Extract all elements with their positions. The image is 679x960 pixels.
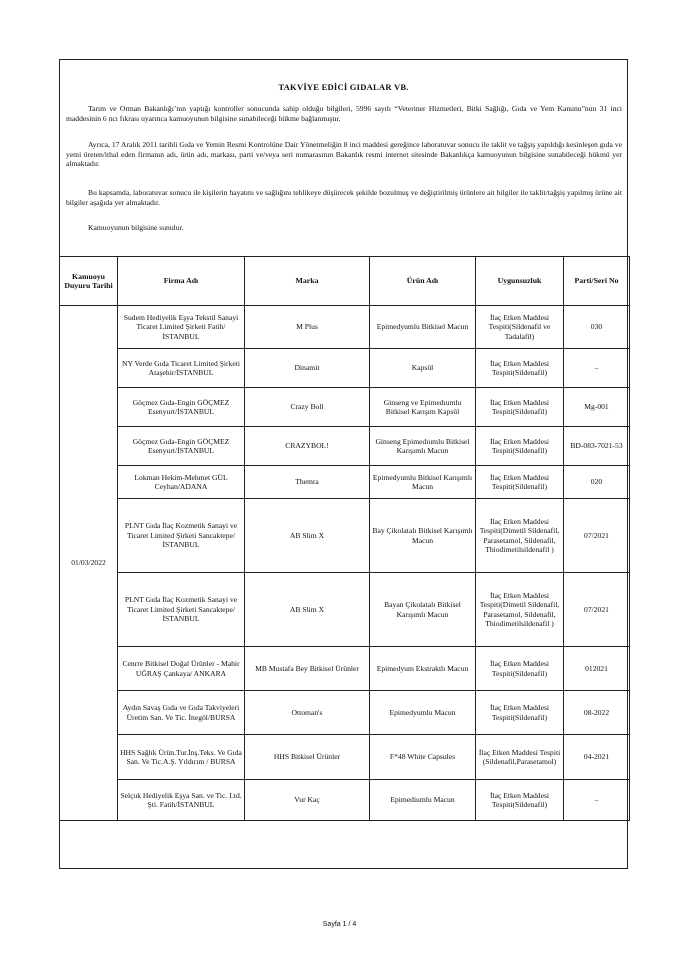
cell-company: Lokman Hekim-Mehmet GÜL Ceyhan/ADANA: [118, 466, 245, 499]
cell-lot: Mg-001: [564, 388, 630, 427]
table-row: [60, 691, 630, 735]
cell-lot: –: [564, 780, 630, 821]
cell-lot: 07/2021: [564, 573, 630, 647]
table-row: [60, 573, 630, 647]
cell-brand: HHS Bitkisel Ürünler: [245, 735, 370, 780]
table-row: [60, 735, 630, 780]
cell-product: Ginseng Epimedıumlu Bitkisel Karışımlı Macun: [370, 427, 476, 466]
intro-section: [60, 60, 627, 257]
cell-brand: CRAZYBOL!: [245, 427, 370, 466]
cell-lot: 07/2021: [564, 499, 630, 573]
cell-lot: –: [564, 349, 630, 388]
cell-brand: M Plus: [245, 306, 370, 349]
cell-nonconformity: İlaç Etken Maddesi Tespiti(Sildenafil): [476, 647, 564, 691]
cell-nonconformity: İlaç Etken Maddesi Tespiti(Sildenafil): [476, 466, 564, 499]
cell-lot: 020: [564, 466, 630, 499]
cell-product: Epimedyumlu Bitkisel Karışımlı Macun: [370, 466, 476, 499]
table-row: [60, 306, 630, 349]
table-row: [60, 780, 630, 821]
cell-brand: Crazy Boll: [245, 388, 370, 427]
cell-brand: Themra: [245, 466, 370, 499]
cell-nonconformity: İlaç Etken Maddesi Tespiti(Dimetil Sildenafil, Parasetamol, Sildenafil, Thiodimetilsildenafil ): [476, 499, 564, 573]
header-lot: Parti/Seri No: [564, 257, 630, 306]
cell-product: Kapsül: [370, 349, 476, 388]
cell-company: Göçmez Gıda-Engin GÖÇMEZ Esenyurt/İSTANBUL: [118, 427, 245, 466]
cell-company: Sudem Hediyelik Eşya Tekstil Sanayi Ticaret Limited Şirketi Fatih/İSTANBUL: [118, 306, 245, 349]
cell-product: F*48 White Capsules: [370, 735, 476, 780]
cell-nonconformity: İlaç Etken Maddesi Tespiti(Sildenafil): [476, 427, 564, 466]
cell-product: Epimedyumlu Macun: [370, 691, 476, 735]
header-brand: Marka: [245, 257, 370, 306]
cell-lot: 08-2022: [564, 691, 630, 735]
cell-nonconformity: İlaç Etken Maddesi Tespiti(Sildenafil): [476, 349, 564, 388]
table-row: [60, 388, 630, 427]
header-company: Firma Adı: [118, 257, 245, 306]
cell-product: Bayan Çikolatalı Bitkisel Karışımlı Macun: [370, 573, 476, 647]
cell-announcement-date: 01/03/2022: [60, 306, 118, 821]
cell-lot: BD-083-7021-53: [564, 427, 630, 466]
cell-company: PLNT Gıda İlaç Kozmetik Sanayi ve Ticaret Limited Şirketi Sancaktepe/İSTANBUL: [118, 573, 245, 647]
cell-product: Epimediumlu Macun: [370, 780, 476, 821]
cell-brand: AB Slim X: [245, 573, 370, 647]
cell-brand: Dinamit: [245, 349, 370, 388]
cell-product: Bay Çikolatalı Bitkisel Karışımlı Macun: [370, 499, 476, 573]
cell-nonconformity: İlaç Etken Maddesi Tespiti (Sildenafil,Parasetamol): [476, 735, 564, 780]
cell-nonconformity: İlaç Etken Maddesi Tespiti(Sildenafil): [476, 388, 564, 427]
cell-nonconformity: İlaç Etken Maddesi Tespiti(Sildenafil): [476, 691, 564, 735]
cell-product: Ginseng ve Epimedıumlu Bitkisel Karışım Kapsül: [370, 388, 476, 427]
cell-brand: Vur Kaç: [245, 780, 370, 821]
paragraph-regulation: Ayrıca, 17 Aralık 2011 tarihli Gıda ve Yemin Resmi Kontrolüne Dair Yönetmeliğin 8 inci maddesi gereğince laboratuvar sonucu ile taklit ve tağşiş yapıldığı kesinleşen gıda ve yemi üreten/ithal eden firmanın adı, ürün adı, markası, parti ve/veya seri numarasının Bakanlık resmi internet sitesinde Bakanlıkça kamuoyunun bilgisine sunabileceği hükmü yer almaktadır.: [66, 140, 622, 169]
header-date: Kamuoyu Duyuru Tarihi: [60, 257, 118, 306]
paragraph-legal-basis: Tarım ve Orman Bakanlığı’nın yaptığı kontroller sonucunda sahip olduğu bilgileri, 5996 sayılı “Veteriner Hizmetleri, Bitki Sağlığı, Gıda ve Yem Kanunu”nun 31 inci maddesinin 6 ncı fıkrası uyarınca kamuoyunun bilgisine sunabileceği hükme bağlanmıştır.: [66, 104, 622, 123]
table-row: [60, 466, 630, 499]
cell-company: Cenrre Bitkisel Doğal Ürünler - Mahir UĞRAŞ Çankaya/ ANKARA: [118, 647, 245, 691]
table-body: [60, 306, 630, 821]
header-product: Ürün Adı: [370, 257, 476, 306]
document-title: TAKVİYE EDİCİ GIDALAR VB.: [278, 82, 409, 92]
cell-nonconformity: İlaç Etken Maddesi Tespiti(Sildenafil): [476, 780, 564, 821]
cell-nonconformity: İlaç Etken Maddesi Tespiti(Dimetil Sildenafil, Parasetamol, Sildenafil, Thiodimetilsildenafil ): [476, 573, 564, 647]
cell-brand: MB Mustafa Bey Bitkisel Ürünler: [245, 647, 370, 691]
cell-company: PLNT Gıda İlaç Kozmetik Sanayi ve Ticaret Limited Şirketi Sancaktepe/İSTANBUL: [118, 499, 245, 573]
cell-company: NY Verde Gıda Ticaret Limited Şirketi Ataşehir/İSTANBUL: [118, 349, 245, 388]
cell-company: Aydın Savaş Gıda ve Gıda Takviyeleri Üretim San. Ve Tic. İnegöl/BURSA: [118, 691, 245, 735]
cell-brand: AB Slim X: [245, 499, 370, 573]
paragraph-scope: Bu kapsamda, laboratuvar sonucu ile kişilerin hayatını ve sağlığını tehlikeye düşürecek şekilde bozulmuş ve değiştirilmiş ürünlere ait bilgiler ile taklit/tağşiş yapılmış ürüne ait bilgiler aşağıda yer almaktadır.: [66, 188, 622, 207]
cell-lot: 030: [564, 306, 630, 349]
table-row: [60, 349, 630, 388]
cell-product: Epimedyumlu Bitkisel Macun: [370, 306, 476, 349]
cell-company: HHS Sağlık Ürün.Tur.İnş.Teks. Ve Gıda San. Ve Tic.A.Ş. Yıldırım / BURSA: [118, 735, 245, 780]
cell-brand: Ottoman's: [245, 691, 370, 735]
cell-company: Göçmez Gıda-Engin GÖÇMEZ Esenyurt/İSTANBUL: [118, 388, 245, 427]
paragraph-announcement: Kamuoyunun bilgisine sunulur.: [88, 223, 184, 232]
document-frame: [59, 59, 628, 869]
cell-nonconformity: İlaç Etken Maddesi Tespiti(Sildenafil ve Tadalafil): [476, 306, 564, 349]
cell-lot: 012021: [564, 647, 630, 691]
product-table: [59, 256, 630, 821]
cell-lot: 04-2021: [564, 735, 630, 780]
table-header-row: [60, 257, 630, 306]
table-row: [60, 499, 630, 573]
page-number: Sayfa 1 / 4: [322, 921, 357, 928]
table-row: [60, 647, 630, 691]
header-nonconformity: Uygunsuzluk: [476, 257, 564, 306]
cell-company: Selçuk Hediyelik Eşya San. ve Tic. Ltd. Şti. Fatih/İSTANBUL: [118, 780, 245, 821]
cell-product: Epimedyum Ekstraktlı Macun: [370, 647, 476, 691]
table-row: [60, 427, 630, 466]
